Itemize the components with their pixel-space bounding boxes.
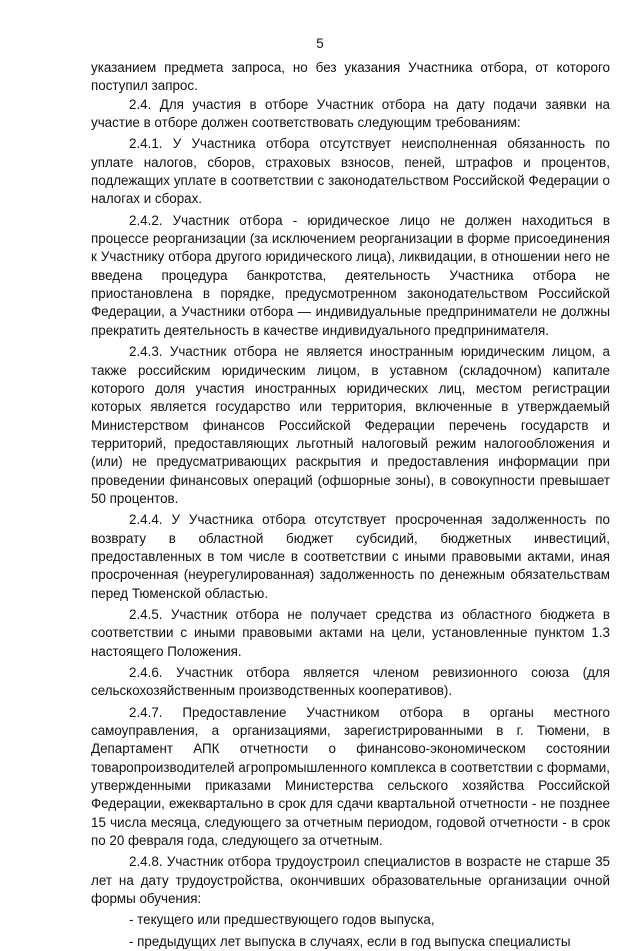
paragraph-2-4: 2.4. Для участия в отборе Участник отбора на дату подачи заявки на участие в отборе должен соответствовать следующим требованиям:	[91, 96, 610, 131]
paragraph-2-4-8: 2.4.8. Участник отбора трудоустроил специалистов в возрасте не старше 35 лет на дату трудоустройства, окончивших образовательные организации очной формы обучения:	[91, 854, 610, 907]
paragraph-2-4-3: 2.4.3. Участник отбора не является иностранным юридическим лицом, а также российским юридическим лицом, в уставном (складочном) капитале которого доля участия иностранных юридических лиц, местом регистрации которых является государство или территория, включенные в утверждаемый Министерством финансов Российской Федерации перечень государств и территорий, предоставляющих льготный налоговый режим налогообложения и (или) не предусматривающих раскрытия и предоставления информации при проведении финансовых операций (офшорные зоны), в совокупности превышает 50 процентов.	[91, 344, 610, 506]
paragraph-2-4-7: 2.4.7. Предоставление Участником отбора в органы местного самоуправления, а организациями, зарегистрированными в г. Тюмени, в Департамент АПК отчетности о финансово-экономическом состоянии товаропроизводителей агропромышленного комплекса в соответствии с формами, утвержденными приказами Министерства сельского хозяйства Российской Федерации, ежеквартально в срок для сдачи квартальной отчетности - не позднее 15 числа месяца, следующего за отчетным периодом, годовой отчетности - в срок по 20 февраля года, следующего за отчетным.	[91, 704, 610, 849]
document-body	[91, 59, 610, 951]
paragraph-2-4-4: 2.4.4. У Участника отбора отсутствует просроченная задолженность по возврату в областной бюджет субсидий, бюджетных инвестиций, предоставленных в том числе в соответствии с иными правовыми актами, иная просроченная (неурегулированная) задолженность по денежным обязательствам перед Тюменской областью.	[91, 512, 610, 601]
paragraph-2-4-2: 2.4.2. Участник отбора - юридическое лицо не должен находиться в процессе реорганизации (за исключением реорганизации в форме присоединения к Участнику отбора другого юридического лица), ликвидации, в отношении него не введена процедура банкротства, деятельность Участника отбора не приостановлена в порядке, предусмотренном законодательством Российской Федерации, а Участники отбора — индивидуальные предприниматели не должны прекратить деятельность в качестве индивидуального предпринимателя.	[91, 212, 610, 338]
page-number: 5	[316, 36, 324, 51]
list-item-previous-years: - предыдущих лет выпуска в случаях, если в год выпуска специалисты	[129, 933, 571, 949]
paragraph-2-4-6: 2.4.6. Участник отбора является членом ревизионного союза (для сельскохозяйственным производственных кооперативов).	[91, 665, 610, 699]
paragraph-continuation: указанием предмета запроса, но без указания Участника отбора, от которого поступил запрос.	[91, 60, 610, 94]
paragraph-2-4-5: 2.4.5. Участник отбора не получает средства из областного бюджета в соответствии с иными правовыми актами на цели, установленные пунктом 1.3 настоящего Положения.	[91, 606, 610, 659]
paragraph-2-4-1: 2.4.1. У Участника отбора отсутствует неисполненная обязанность по уплате налогов, сборов, страховых взносов, пеней, штрафов и процентов, подлежащих уплате в соответствии с законодательством Российской Федерации о налогах и сборах.	[91, 136, 610, 207]
list-item-current-year: - текущего или предшествующего годов выпуска,	[129, 912, 435, 928]
